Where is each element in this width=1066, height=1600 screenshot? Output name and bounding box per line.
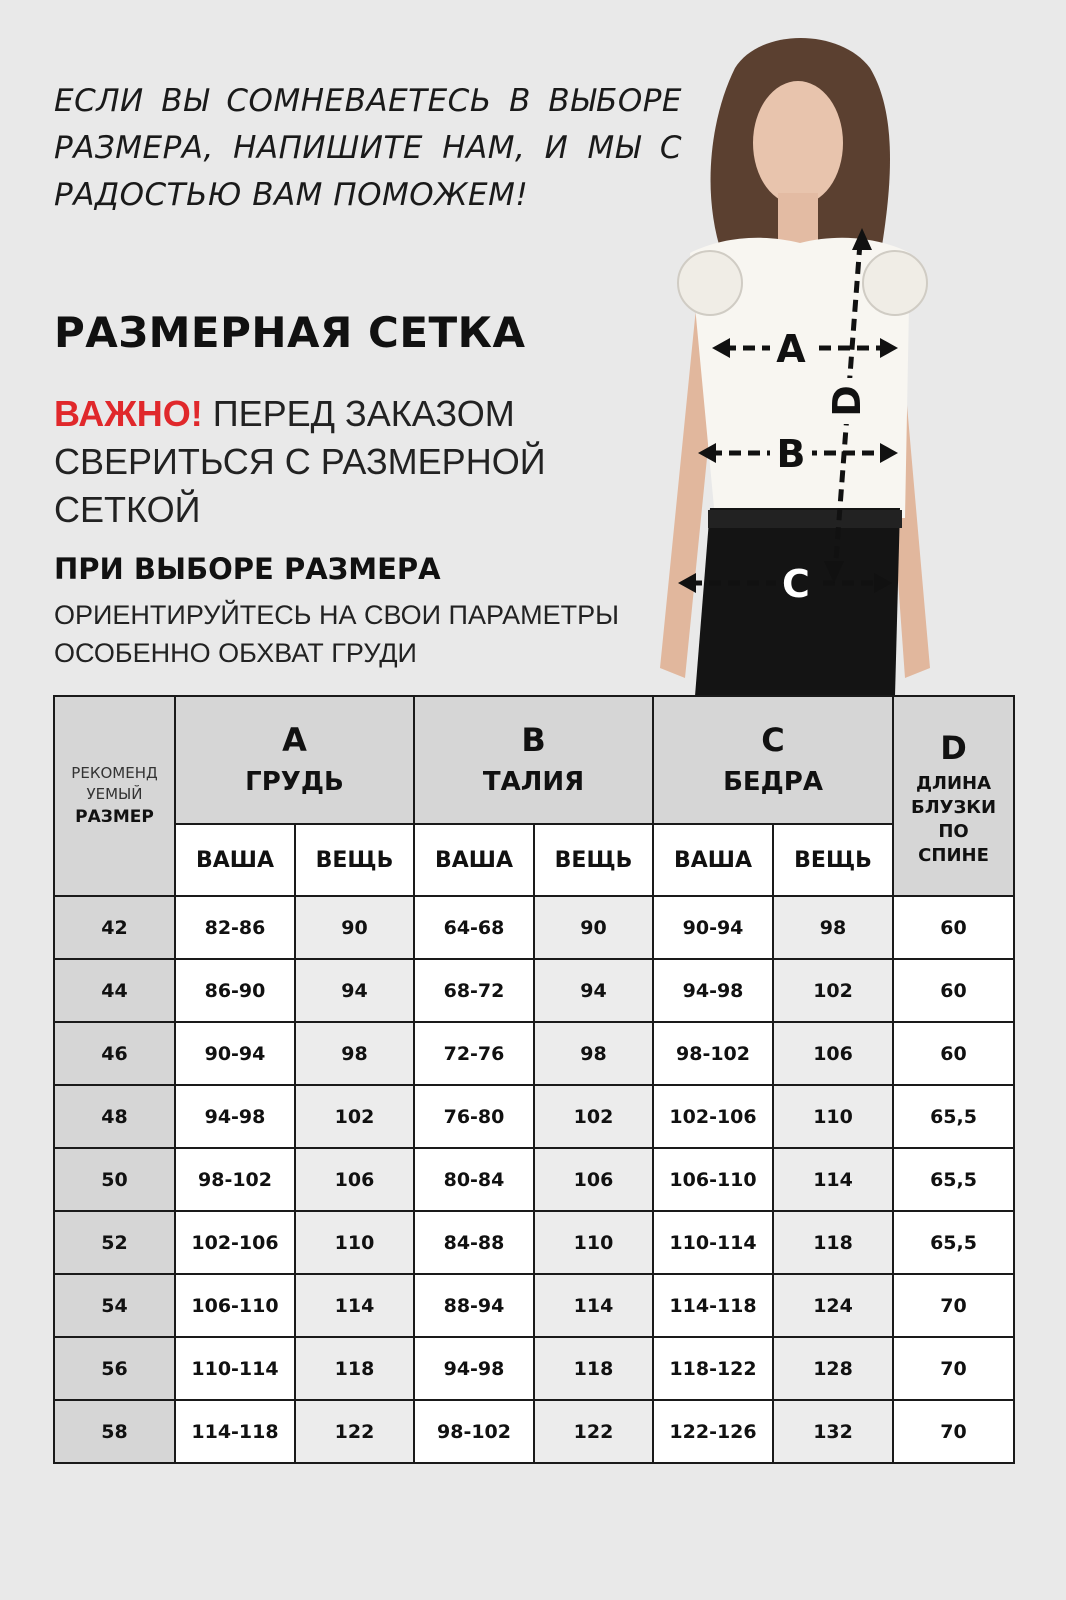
waist-item-header: ВЕЩЬ bbox=[534, 824, 653, 896]
waist-yours-cell: 72-76 bbox=[414, 1022, 534, 1085]
chest-yours-cell: 94-98 bbox=[175, 1085, 295, 1148]
chest-yours-cell: 82-86 bbox=[175, 896, 295, 959]
chest-item-cell: 90 bbox=[295, 896, 414, 959]
intro-text: ЕСЛИ ВЫ СОМНЕВАЕТЕСЬ В ВЫБОРЕ РАЗМЕРА, НАПИШИТЕ НАМ, И МЫ С РАДОСТЬЮ ВАМ ПОМОЖЕМ! bbox=[54, 83, 682, 213]
important-text: ПЕРЕД ЗАКАЗОМ СВЕРИТЬСЯ С РАЗМЕРНОЙ СЕТКОЙ bbox=[54, 393, 546, 530]
hips-yours-cell: 118-122 bbox=[653, 1337, 773, 1400]
page-title: РАЗМЕРНАЯ СЕТКА bbox=[54, 308, 526, 357]
waist-item-cell: 90 bbox=[534, 896, 653, 959]
waist-item-cell: 110 bbox=[534, 1211, 653, 1274]
label-b: B bbox=[776, 432, 806, 476]
table-row bbox=[54, 1148, 1014, 1211]
hips-item-header: ВЕЩЬ bbox=[773, 824, 893, 896]
hips-yours-cell: 114-118 bbox=[653, 1274, 773, 1337]
waist-yours-cell: 84-88 bbox=[414, 1211, 534, 1274]
hips-item-cell: 98 bbox=[773, 896, 893, 959]
chest-item-cell: 102 bbox=[295, 1085, 414, 1148]
chest-yours-cell: 90-94 bbox=[175, 1022, 295, 1085]
back-length-cell: 70 bbox=[893, 1274, 1014, 1337]
table-row bbox=[54, 1274, 1014, 1337]
waist-yours-cell: 94-98 bbox=[414, 1337, 534, 1400]
back-length-cell: 70 bbox=[893, 1337, 1014, 1400]
waist-item-cell: 118 bbox=[534, 1337, 653, 1400]
hips-item-cell: 106 bbox=[773, 1022, 893, 1085]
back-length-cell: 60 bbox=[893, 1022, 1014, 1085]
chest-item-cell: 114 bbox=[295, 1274, 414, 1337]
size-table bbox=[53, 695, 1015, 1464]
chest-yours-cell: 98-102 bbox=[175, 1148, 295, 1211]
important-warning: ВАЖНО! bbox=[54, 393, 203, 434]
size-header: РЕКОМЕНД УЕМЫЙ РАЗМЕР bbox=[54, 696, 175, 896]
back-length-header: D ДЛИНА БЛУЗКИ ПО СПИНЕ bbox=[893, 696, 1014, 896]
size-cell: 56 bbox=[54, 1337, 175, 1400]
waist-item-cell: 94 bbox=[534, 959, 653, 1022]
chest-item-cell: 106 bbox=[295, 1148, 414, 1211]
hips-item-cell: 132 bbox=[773, 1400, 893, 1463]
table-row bbox=[54, 1085, 1014, 1148]
hips-yours-cell: 106-110 bbox=[653, 1148, 773, 1211]
hips-yours-cell: 102-106 bbox=[653, 1085, 773, 1148]
back-length-cell: 70 bbox=[893, 1400, 1014, 1463]
chest-item-cell: 122 bbox=[295, 1400, 414, 1463]
chest-item-cell: 110 bbox=[295, 1211, 414, 1274]
size-cell: 44 bbox=[54, 959, 175, 1022]
table-row bbox=[54, 1211, 1014, 1274]
hips-item-cell: 102 bbox=[773, 959, 893, 1022]
waist-item-cell: 114 bbox=[534, 1274, 653, 1337]
chest-item-header: ВЕЩЬ bbox=[295, 824, 414, 896]
back-length-cell: 60 bbox=[893, 896, 1014, 959]
hips-item-cell: 114 bbox=[773, 1148, 893, 1211]
label-d: D bbox=[825, 385, 869, 417]
important-note bbox=[54, 390, 574, 534]
hips-item-cell: 128 bbox=[773, 1337, 893, 1400]
label-a: A bbox=[776, 327, 806, 371]
chest-yours-cell: 86-90 bbox=[175, 959, 295, 1022]
size-cell: 50 bbox=[54, 1148, 175, 1211]
back-length-cell: 65,5 bbox=[893, 1148, 1014, 1211]
table-row bbox=[54, 896, 1014, 959]
size-cell: 48 bbox=[54, 1085, 175, 1148]
hips-header: C БЕДРА bbox=[653, 696, 893, 824]
size-cell: 46 bbox=[54, 1022, 175, 1085]
waist-yours-cell: 76-80 bbox=[414, 1085, 534, 1148]
waist-item-cell: 102 bbox=[534, 1085, 653, 1148]
chest-yours-header: ВАША bbox=[175, 824, 295, 896]
hips-item-cell: 118 bbox=[773, 1211, 893, 1274]
table-row bbox=[54, 1400, 1014, 1463]
waist-item-cell: 122 bbox=[534, 1400, 653, 1463]
chest-yours-cell: 102-106 bbox=[175, 1211, 295, 1274]
label-c: C bbox=[782, 562, 810, 606]
back-length-cell: 65,5 bbox=[893, 1085, 1014, 1148]
hips-yours-header: ВАША bbox=[653, 824, 773, 896]
waist-item-cell: 98 bbox=[534, 1022, 653, 1085]
table-row bbox=[54, 1022, 1014, 1085]
size-cell: 42 bbox=[54, 896, 175, 959]
back-length-cell: 65,5 bbox=[893, 1211, 1014, 1274]
waist-yours-cell: 68-72 bbox=[414, 959, 534, 1022]
hips-item-cell: 124 bbox=[773, 1274, 893, 1337]
hips-yours-cell: 122-126 bbox=[653, 1400, 773, 1463]
chest-yours-cell: 114-118 bbox=[175, 1400, 295, 1463]
chest-item-cell: 98 bbox=[295, 1022, 414, 1085]
waist-item-cell: 106 bbox=[534, 1148, 653, 1211]
back-length-cell: 60 bbox=[893, 959, 1014, 1022]
waist-yours-cell: 64-68 bbox=[414, 896, 534, 959]
waist-yours-cell: 98-102 bbox=[414, 1400, 534, 1463]
hips-yours-cell: 90-94 bbox=[653, 896, 773, 959]
waist-yours-header: ВАША bbox=[414, 824, 534, 896]
hips-yours-cell: 94-98 bbox=[653, 959, 773, 1022]
hips-yours-cell: 98-102 bbox=[653, 1022, 773, 1085]
hips-item-cell: 110 bbox=[773, 1085, 893, 1148]
size-table-body bbox=[54, 896, 1014, 1463]
table-row bbox=[54, 1337, 1014, 1400]
size-cell: 54 bbox=[54, 1274, 175, 1337]
table-row bbox=[54, 959, 1014, 1022]
model-photo bbox=[640, 28, 1050, 696]
size-cell: 52 bbox=[54, 1211, 175, 1274]
chest-yours-cell: 106-110 bbox=[175, 1274, 295, 1337]
choose-size-title: ПРИ ВЫБОРЕ РАЗМЕРА bbox=[54, 552, 441, 586]
chest-header: A ГРУДЬ bbox=[175, 696, 414, 824]
hips-yours-cell: 110-114 bbox=[653, 1211, 773, 1274]
waist-header: B ТАЛИЯ bbox=[414, 696, 653, 824]
chest-item-cell: 94 bbox=[295, 959, 414, 1022]
size-cell: 58 bbox=[54, 1400, 175, 1463]
waist-yours-cell: 80-84 bbox=[414, 1148, 534, 1211]
chest-yours-cell: 110-114 bbox=[175, 1337, 295, 1400]
chest-item-cell: 118 bbox=[295, 1337, 414, 1400]
choose-size-text: ОРИЕНТИРУЙТЕСЬ НА СВОИ ПАРАМЕТРЫ ОСОБЕННО ОБХВАТ ГРУДИ bbox=[54, 600, 620, 668]
waist-yours-cell: 88-94 bbox=[414, 1274, 534, 1337]
